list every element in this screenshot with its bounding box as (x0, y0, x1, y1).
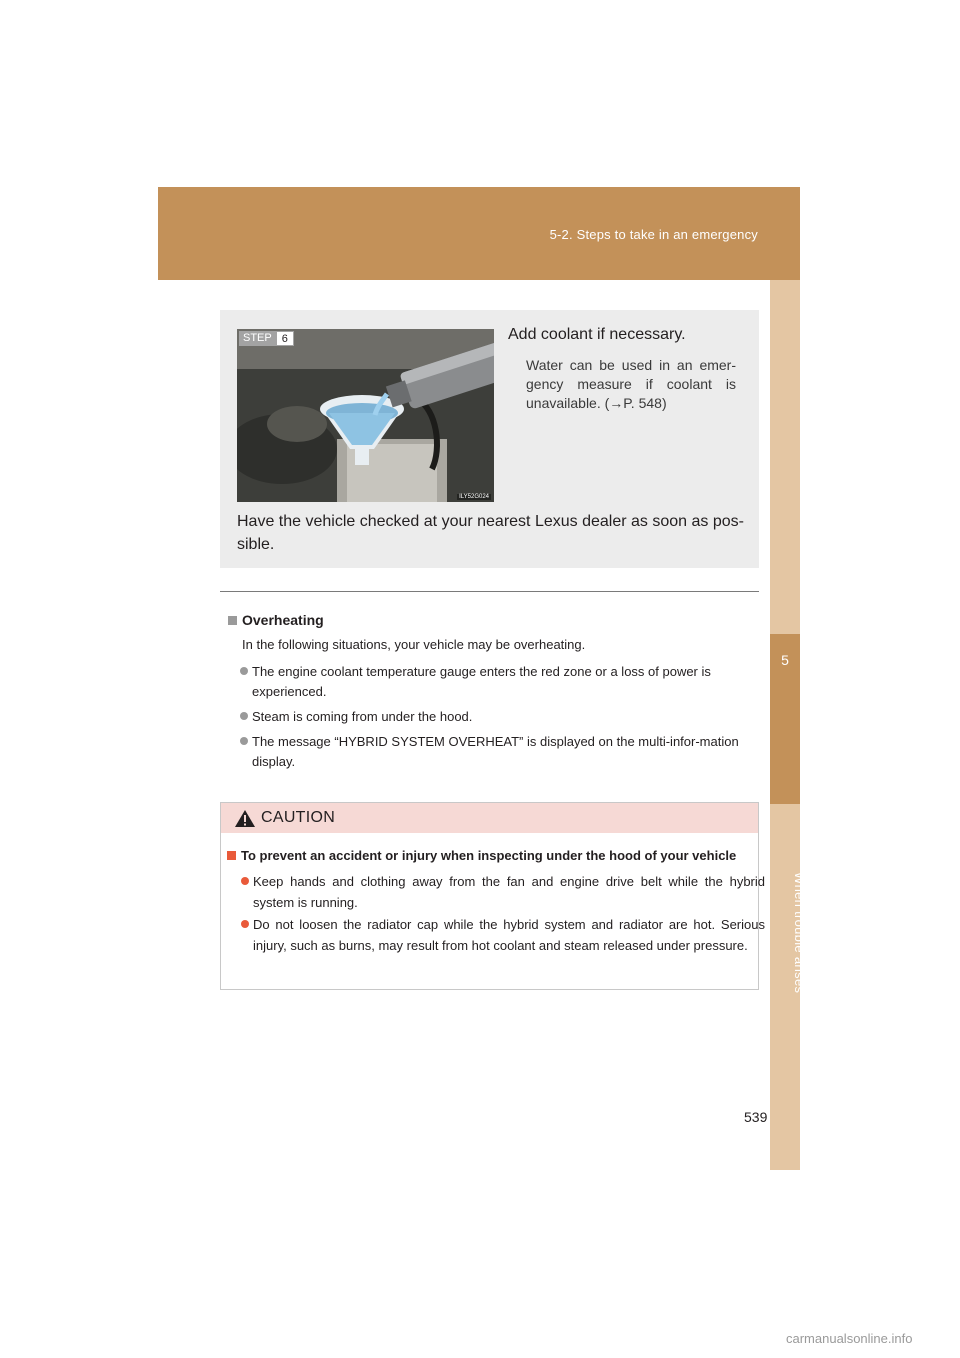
bullet-text: Steam is coming from under the hood. (252, 709, 473, 724)
caution-bullet (241, 871, 765, 913)
overheating-bullet (240, 662, 762, 702)
chapter-number: 5 (781, 652, 789, 668)
square-bullet-icon (228, 616, 237, 625)
bullet-text: The engine coolant temperature gauge enters the red zone or a loss of power is experienced. (252, 664, 711, 699)
engine-illustration (237, 329, 494, 502)
bullet-text: Keep hands and clothing away from the fan and engine drive belt while the hybrid system is running. (253, 874, 765, 910)
step-box (220, 310, 759, 568)
page-number: 539 (744, 1109, 768, 1125)
chapter-label: When trouble arises (792, 872, 807, 994)
circle-bullet-icon (240, 667, 248, 675)
circle-bullet-icon (240, 737, 248, 745)
caution-subheading-text: To prevent an accident or injury when inspecting under the hood of your vehicle (241, 848, 737, 863)
caution-header (221, 803, 758, 833)
step-footer: Have the vehicle checked at your nearest Lexus dealer as soon as pos-sible. (237, 513, 744, 553)
section-divider (220, 591, 759, 592)
overheating-bullet (240, 707, 762, 727)
circle-bullet-icon (241, 877, 249, 885)
step-badge (239, 331, 294, 346)
step-badge-word: STEP (239, 331, 276, 346)
overheating-heading (228, 612, 324, 628)
circle-bullet-icon (241, 920, 249, 928)
step-note: Water can be used in an emer-gency measure if coolant is unavailable. (→P. 548) (526, 357, 736, 411)
photo-code: ILY52G024 (459, 494, 489, 500)
bullet-text: Do not loosen the radiator cap while the hybrid system and radiator are hot. Serious injury, such as burns, may result from hot coolant and steam released under pressure. (253, 917, 765, 953)
overheating-intro: In the following situations, your vehicle may be overheating. (242, 637, 586, 652)
header-band (158, 187, 800, 280)
overheating-heading-text: Overheating (242, 612, 324, 628)
warning-triangle-icon (234, 809, 256, 828)
step-title: Add coolant if necessary. (508, 326, 686, 343)
caution-subheading (227, 848, 736, 863)
section-title: 5-2. Steps to take in an emergency (549, 227, 758, 242)
step-badge-number: 6 (276, 331, 294, 346)
bullet-text: The message “HYBRID SYSTEM OVERHEAT” is displayed on the multi-infor-mation display. (252, 734, 739, 769)
coolant-photo (237, 329, 494, 502)
overheating-bullet (240, 732, 762, 772)
caution-bullet (241, 914, 765, 956)
circle-bullet-icon (240, 712, 248, 720)
caution-box (220, 802, 765, 990)
watermark: carmanualsonline.info (786, 1331, 913, 1346)
caution-title: CAUTION (261, 809, 336, 826)
square-bullet-icon (227, 851, 236, 860)
